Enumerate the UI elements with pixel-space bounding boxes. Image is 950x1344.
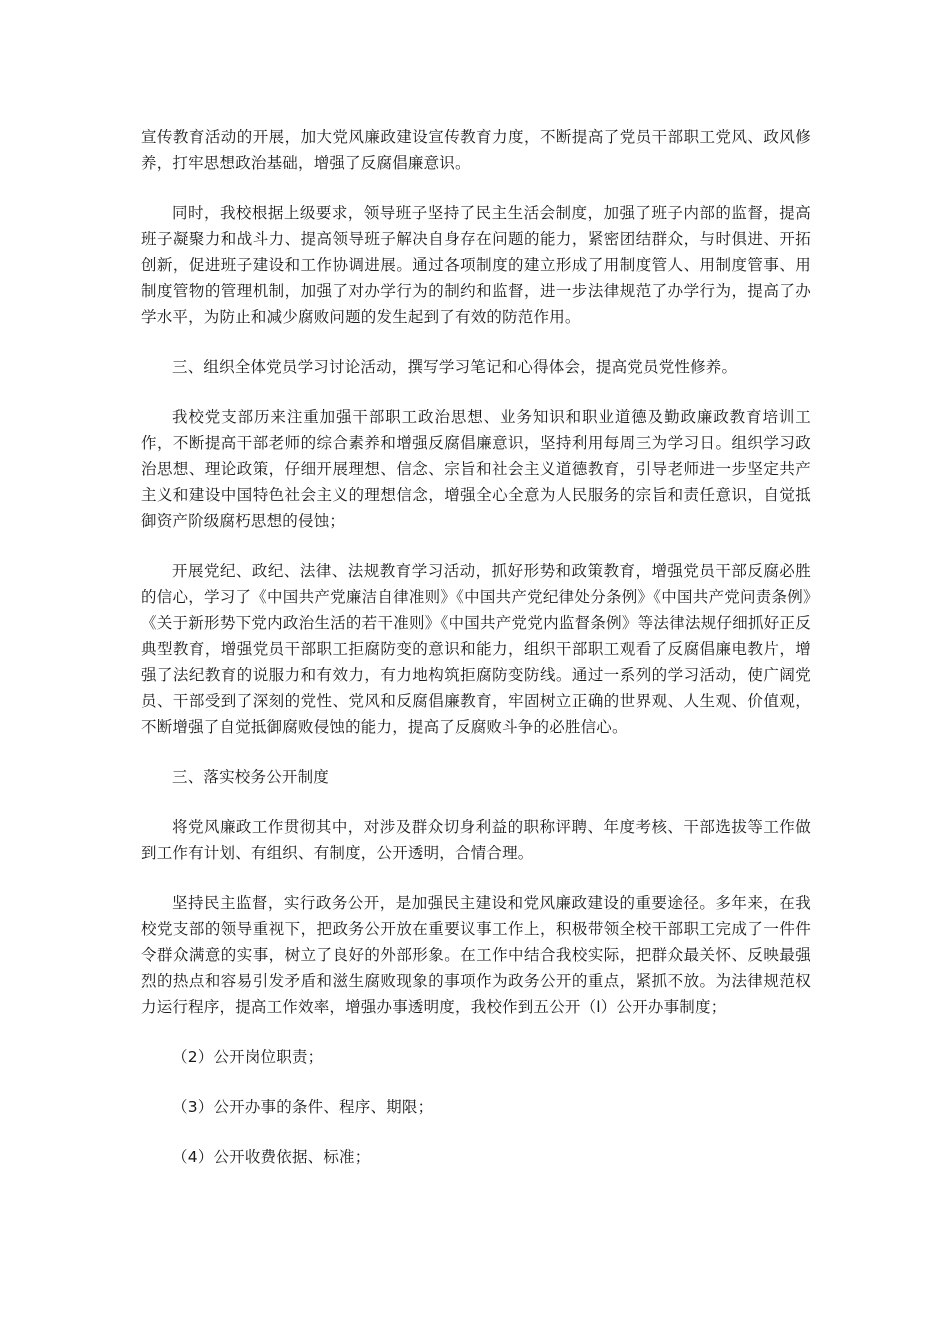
paragraph-1: 宣传教育活动的开展，加大党风廉政建设宣传教育力度，不断提高了党员干部职工党风、政风修养，打牢思想政治基础，增强了反腐倡廉意识。	[141, 128, 811, 172]
list-item-2: （2）公开岗位职责；	[172, 1048, 324, 1066]
paragraph-5: 开展党纪、政纪、法律、法规教育学习活动，抓好形势和政策教育，增强党员干部反腐必胜的信心，学习了《中国共产党廉洁自律准则》《中国共产党纪律处分条例》《中国共产党问责条例》《关于新形势下党内政治生活的若干准则》《中国共产党党内监督条例》等法律法规仔细抓好正反典型教育，增强党员干部职工拒腐防变的意识和能力，组织干部职工观看了反腐倡廉电教片，增强了法纪教育的说服力和有效力，有力地构筑拒腐防变防线。通过一系列的学习活动，使广阔党员、干部受到了深刻的党性、党风和反腐倡廉教育，牢固树立正确的世界观、人生观、价值观，不断增强了自觉抵御腐败侵蚀的能力，提高了反腐败斗争的必胜信心。	[141, 562, 811, 736]
section-heading-3: 三、组织全体党员学习讨论活动，撰写学习笔记和心得体会，提高党员党性修养。	[172, 358, 738, 376]
document-body	[141, 124, 811, 1194]
paragraph-2: 同时，我校根据上级要求，领导班子坚持了民主生活会制度，加强了班子内部的监督，提高班子凝聚力和战斗力、提高领导班子解决自身存在问题的能力，紧密团结群众，与时俱进、开拓创新，促进班子建设和工作协调进展。通过各项制度的建立形成了用制度管人、用制度管事、用制度管物的管理机制，加强了对办学行为的制约和监督，进一步法律规范了办学行为，提高了办学水平，为防止和减少腐败问题的发生起到了有效的防范作用。	[141, 204, 811, 326]
paragraph-7: 将党风廉政工作贯彻其中，对涉及群众切身利益的职称评聘、年度考核、干部选拔等工作做到工作有计划、有组织、有制度，公开透明，合情合理。	[141, 818, 811, 862]
section-heading-6: 三、落实校务公开制度	[172, 768, 330, 786]
list-item-3: （3）公开办事的条件、程序、期限；	[172, 1098, 434, 1116]
paragraph-4: 我校党支部历来注重加强干部职工政治思想、业务知识和职业道德及勤政廉政教育培训工作，不断提高干部老师的综合素养和增强反腐倡廉意识，坚持利用每周三为学习日。组织学习政治思想、理论政策，仔细开展理想、信念、宗旨和社会主义道德教育，引导老师进一步坚定共产主义和建设中国特色社会主义的理想信念，增强全心全意为人民服务的宗旨和责任意识，自觉抵御资产阶级腐朽思想的侵蚀；	[141, 408, 811, 530]
paragraph-8: 坚持民主监督，实行政务公开，是加强民主建设和党风廉政建设的重要途径。多年来，在我校党支部的领导重视下，把政务公开放在重要议事工作上，积极带领全校干部职工完成了一件件令群众满意的实事，树立了良好的外部形象。在工作中结合我校实际，把群众最关怀、反映最强烈的热点和容易引发矛盾和滋生腐败现象的事项作为政务公开的重点，紧抓不放。为法律规范权力运行程序，提高工作效率，增强办事透明度，我校作到五公开（l）公开办事制度；	[141, 894, 811, 1016]
list-item-4: （4）公开收费依据、标准；	[172, 1148, 371, 1166]
